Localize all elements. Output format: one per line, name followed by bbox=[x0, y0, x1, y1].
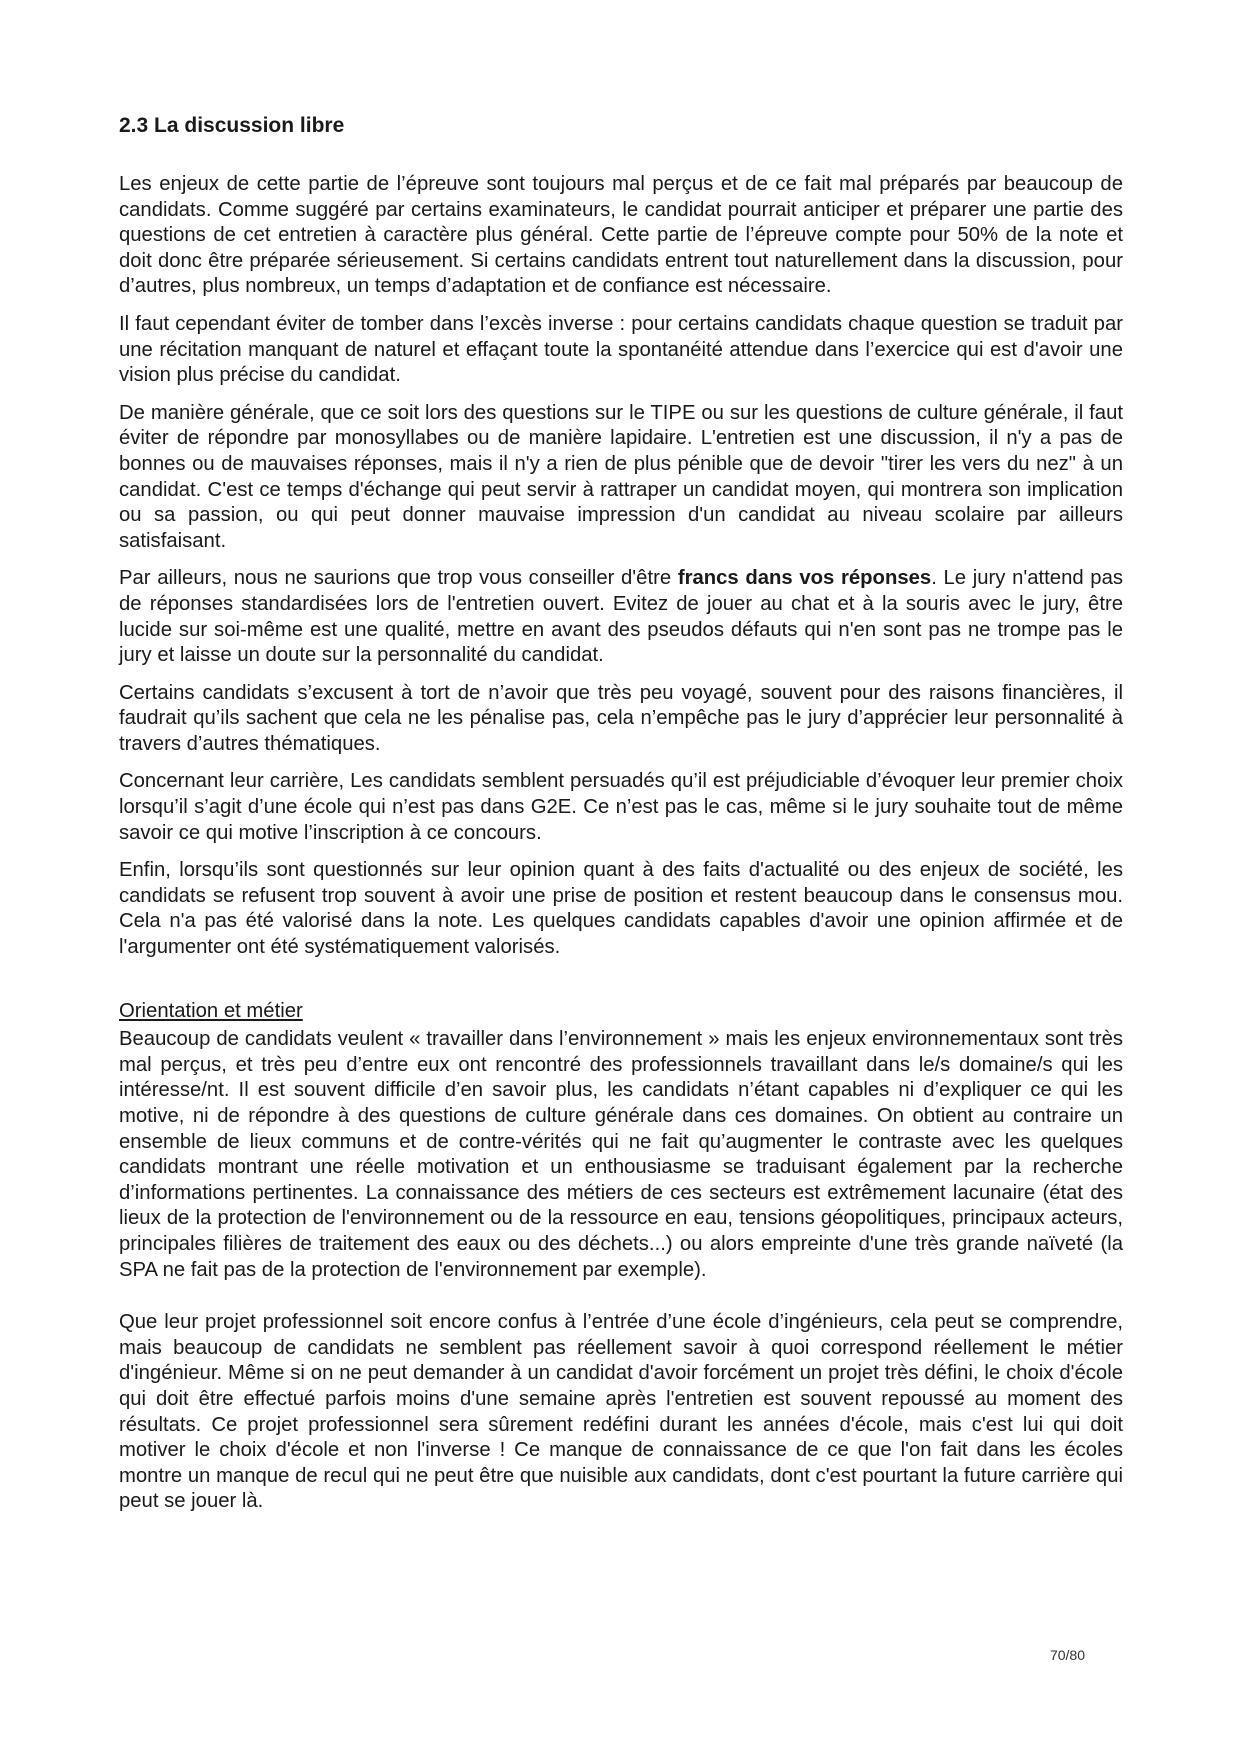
paragraph-francs-after: . Le jury n'attend pas de réponses standardisées lors de l'entretien ouvert. Evitez de jouer au chat et à la souris avec le jury, être lucide sur soi-même est une qualité, mettre en avant des pseudos défauts qui n'en sont pas ne trompe pas le jury et laisse un doute sur la personnalité du candidat. bbox=[119, 567, 1124, 667]
section-title: 2.3 La discussion libre bbox=[119, 114, 345, 137]
paragraph-francs-bold: francs dans vos réponses bbox=[677, 567, 932, 590]
paragraph-enjeux: Les enjeux de cette partie de l’épreuve sont toujours mal perçus et de ce fait mal préparés par beaucoup de candidats. Comme suggéré par certains examinateurs, le candidat pourrait anticiper et préparer une partie des questions de cet entretien à caractère plus général. Cette partie de l’épreuve compte pour 50% de la note et doit donc être préparée sérieusement. Si certains candidats entrent tout naturellement dans la discussion, pour d’autres, plus nombreux, un temps d’adaptation et de confiance est nécessaire. bbox=[119, 173, 1123, 298]
paragraph-opinion: Enfin, lorsqu’ils sont questionnés sur leur opinion quant à des faits d'actualité ou des enjeux de société, les candidats se refusent trop souvent à avoir une prise de position et restent beaucoup dans le consensus mou. Cela n'a pas été valorisé dans la note. Les quelques candidats capables d'avoir une opinion affirmée et de l'argumenter ont été systématiquement valorisés. bbox=[119, 859, 1123, 959]
paragraph-francs bbox=[119, 566, 1123, 668]
paragraph-projet-professionnel: Que leur projet professionnel soit encore confus à l’entrée d’une école d’ingénieurs, cela peut se comprendre, mais beaucoup de candidats ne semblent pas réellement savoir à quoi correspond réellement le métier d'ingénieur. Même si on ne peut demander à un candidat d'avoir forcément un projet très défini, le choix d'école qui doit être effectué parfois moins d'une semaine après l'entretien est souvent repoussé au moment des résultats. Ce projet professionnel sera sûrement redéfini durant les années d'école, mais c'est lui qui doit motiver le choix d'école et non l'inverse ! Ce manque de connaissance de ce que l'on fait dans les écoles montre un manque de recul qui ne peut être que nuisible aux candidats, dont c'est pourtant la future carrière qui peut se jouer là. bbox=[119, 1311, 1123, 1513]
paragraph-francs-before: Par ailleurs, nous ne saurions que trop vous conseiller d'être bbox=[119, 567, 678, 590]
document-page bbox=[119, 112, 1123, 1527]
paragraph-carriere: Concernant leur carrière, Les candidats semblent persuadés qu’il est préjudiciable d’évoquer leur premier choix lorsqu’il s’agit d’une école qui n’est pas dans G2E. Ce n’est pas le cas, même si le jury souhaite tout de même savoir ce qui motive l’inscription à ce concours. bbox=[119, 770, 1123, 844]
paragraph-voyage: Certains candidats s’excusent à tort de n’avoir que très peu voyagé, souvent pour des raisons financières, il faudrait qu’ils sachent que cela ne les pénalise pas, cela n’empêche pas le jury d’apprécier leur personnalité à travers d’autres thématiques. bbox=[119, 681, 1123, 755]
page-number: 70/80 bbox=[1049, 1647, 1085, 1663]
paragraph-environnement: Beaucoup de candidats veulent « travailler dans l’environnement » mais les enjeux environnementaux sont très mal perçus, et très peu d’entre eux ont rencontré des professionnels travaillant dans le/s domaine/s qui les intéresse/nt. Il est souvent difficile d’en savoir plus, les candidats n’étant capables ni d’expliquer ce qui les motive, ni de répondre à des questions de culture générale dans ces domaines. On obtient au contraire un ensemble de lieux communs et de contre-vérités qui ne fait qu’augmenter le contraste avec les quelques candidats montrant une réelle motivation et un enthousiasme se traduisant également par la recherche d’informations pertinentes. La connaissance des métiers de ces secteurs est extrêmement lacunaire (état des lieux de la protection de l'environnement ou de la ressource en eau, tensions géopolitiques, principaux acteurs, principales filières de traitement des eaux ou des déchets...) ou alors empreinte d'une très grande naïveté (la SPA ne fait pas de la protection de l'environnement par exemple). bbox=[119, 1028, 1123, 1281]
paragraph-maniere-generale: De manière générale, que ce soit lors des questions sur le TIPE ou sur les questions de culture générale, il faut éviter de répondre par monosyllabes ou de manière lapidaire. L'entretien est une discussion, il n'y a pas de bonnes ou de mauvaises réponses, mais il n'y a rien de plus pénible que de devoir "tirer les vers du nez" à un candidat. C'est ce temps d'échange qui peut servir à rattraper un candidat moyen, qui montrera son implication ou sa passion, ou qui peut donner mauvaise impression d'un candidat au niveau scolaire par ailleurs satisfaisant. bbox=[119, 401, 1123, 552]
paragraph-exces-inverse: Il faut cependant éviter de tomber dans l’excès inverse : pour certains candidats chaque question se traduit par une récitation manquant de naturel et effaçant toute la spontanéité attendue dans l’exercice qui est d'avoir une vision plus précise du candidat. bbox=[119, 312, 1123, 387]
orientation-heading: Orientation et métier bbox=[119, 999, 303, 1022]
